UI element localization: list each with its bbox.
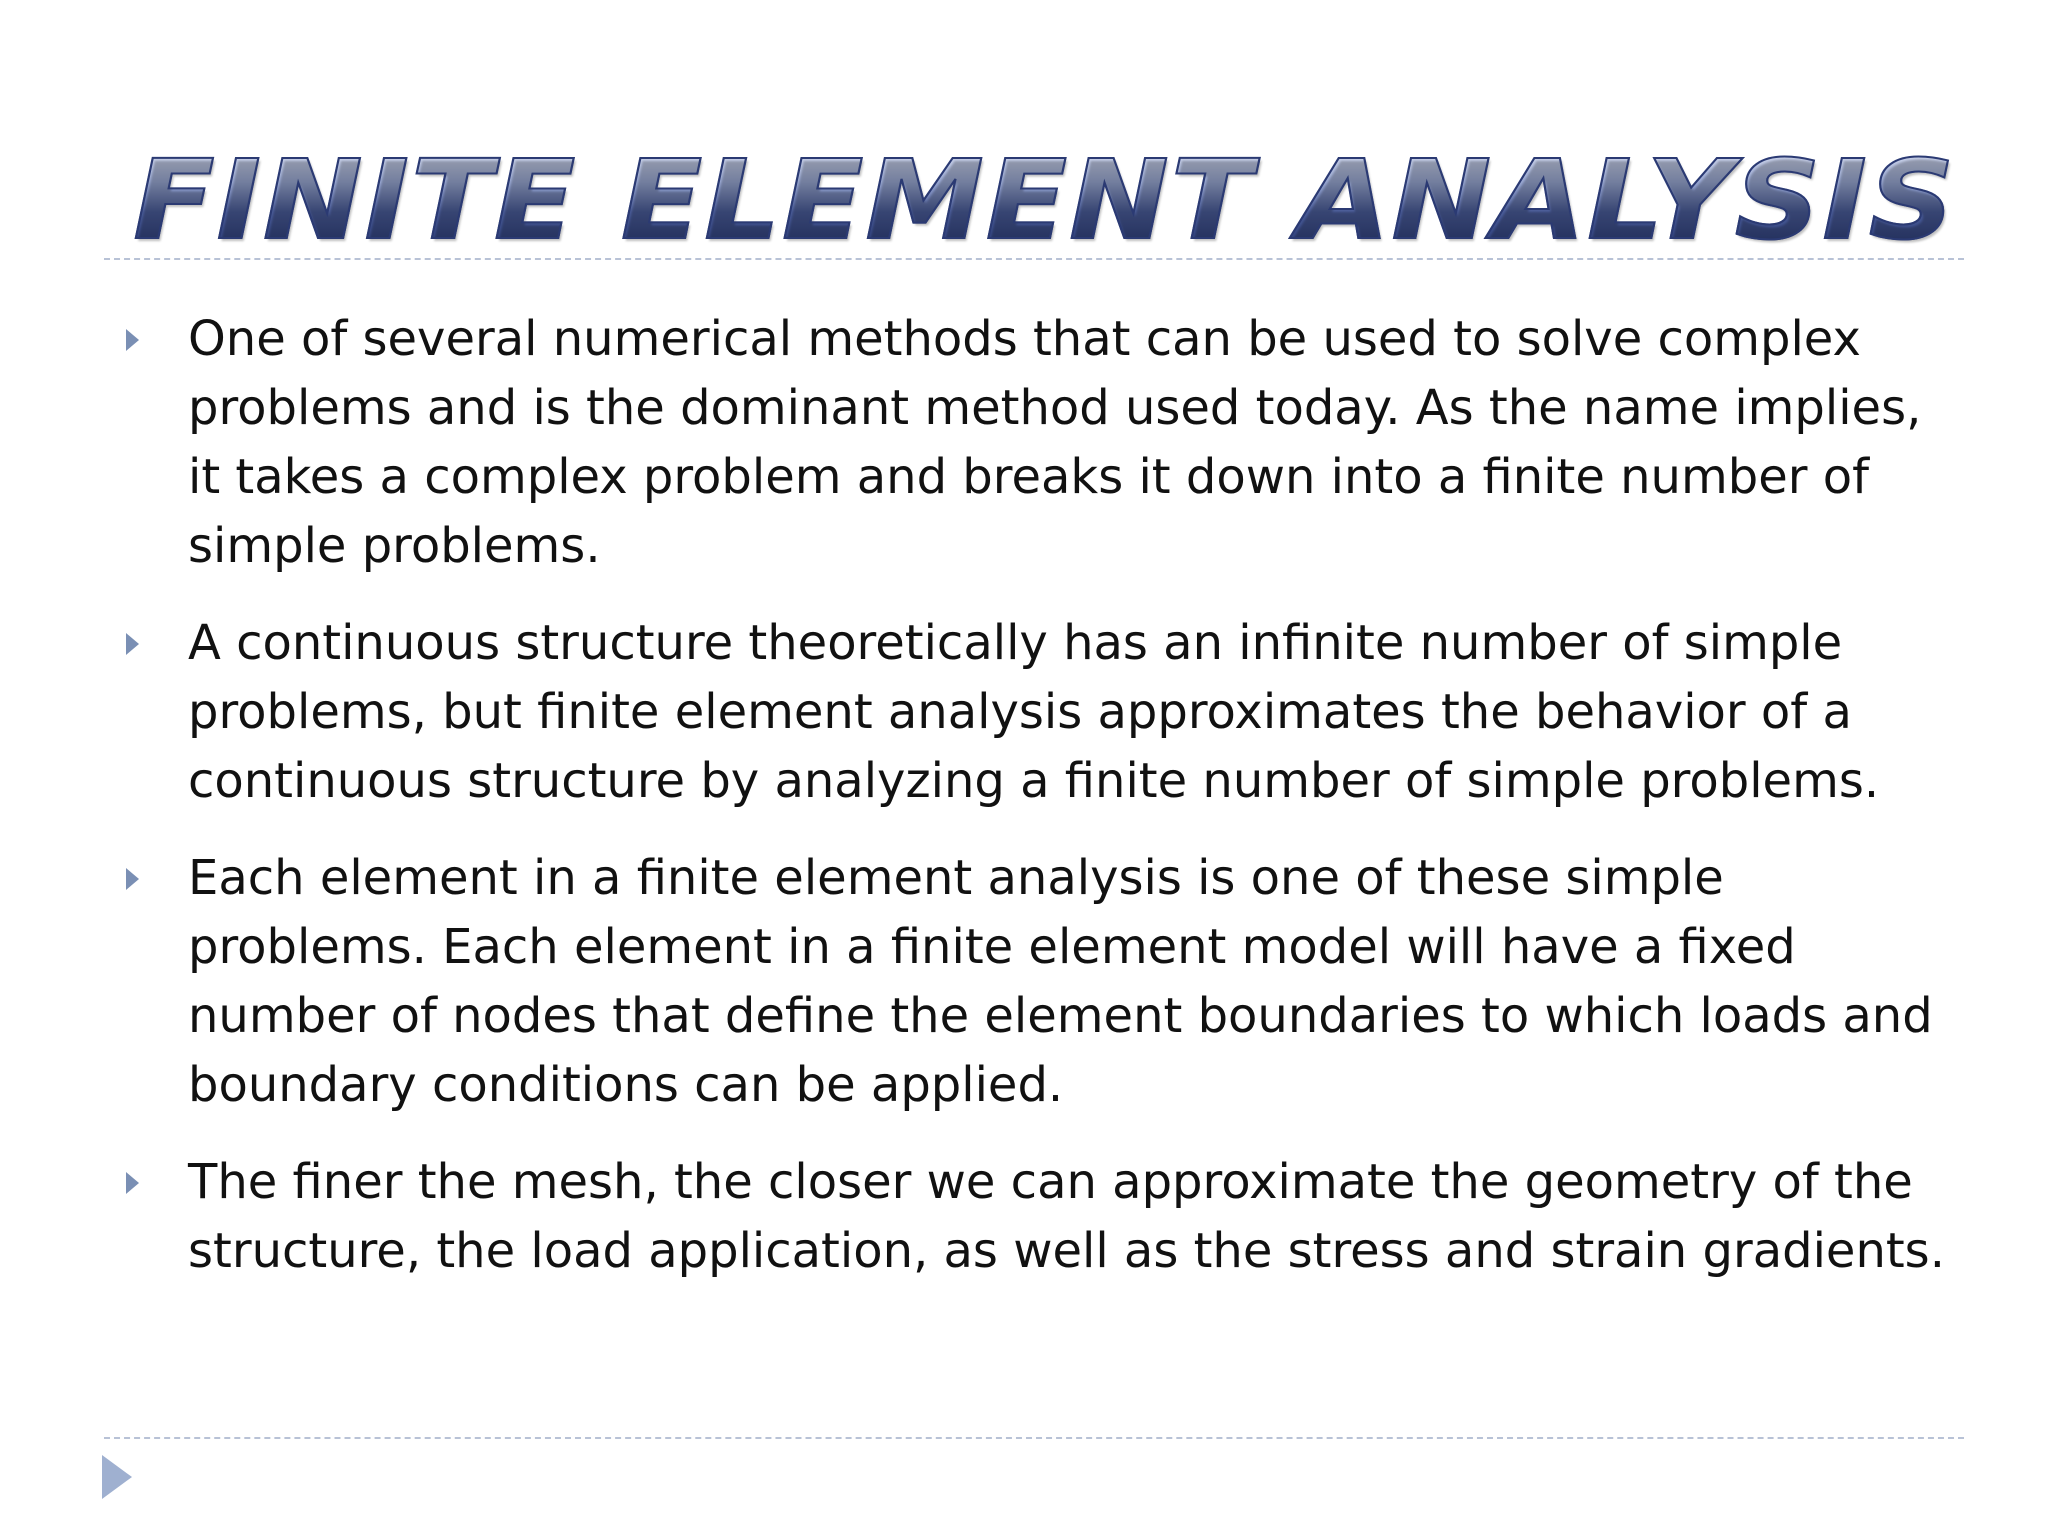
bullet-item: [120, 305, 1950, 581]
triangle-bullet-icon: [126, 1172, 139, 1194]
footer-divider: [104, 1437, 1964, 1439]
title-divider: [104, 258, 1964, 260]
bullet-list: [120, 305, 1950, 1314]
bullet-item: [120, 609, 1950, 816]
triangle-bullet-icon: [126, 868, 139, 890]
bullet-item: [120, 1148, 1950, 1286]
triangle-bullet-icon: [126, 633, 139, 655]
bullet-text: A continuous structure theoretically has an infinite number of simple problems, but finite element analysis approximates the behavior of a continuous structure by analyzing a finite number of simple problems.: [188, 615, 1880, 809]
next-arrow-icon[interactable]: [102, 1455, 132, 1499]
bullet-text: One of several numerical methods that can be used to solve complex problems and is the dominant method used today. As the name implies, it takes a complex problem and breaks it down into a finite number of simple problems.: [188, 311, 1922, 574]
bullet-text: Each element in a finite element analysis is one of these simple problems. Each element in a finite element model will have a fixed number of nodes that define the element boundaries to which loads and boundary conditions can be applied.: [188, 850, 1933, 1113]
bullet-item: [120, 844, 1950, 1120]
slide-title: FINITE ELEMENT ANALYSIS: [84, 140, 2006, 260]
triangle-bullet-icon: [126, 329, 139, 351]
bullet-text: The finer the mesh, the closer we can approximate the geometry of the structure, the load application, as well as the stress and strain gradients.: [188, 1154, 1945, 1279]
